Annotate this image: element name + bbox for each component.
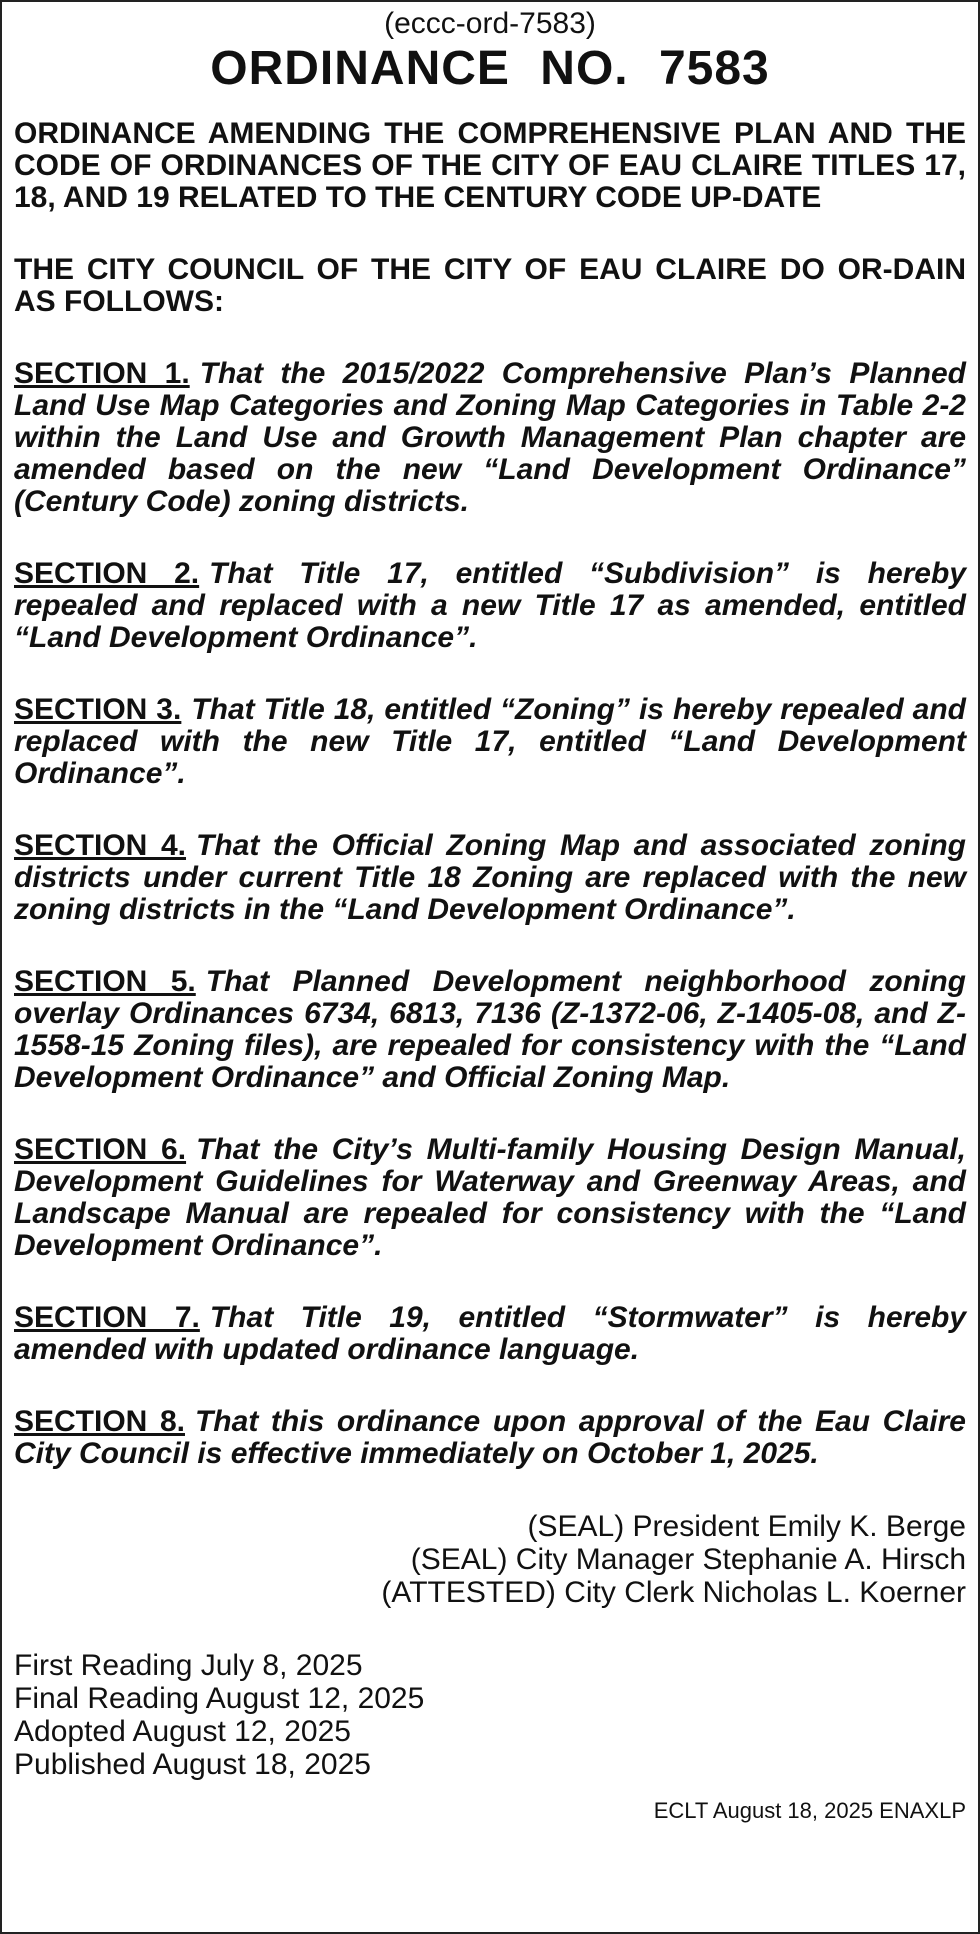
ordinance-heading: ORDINANCE AMENDING THE COMPREHENSIVE PLAN AND THE CODE OF ORDINANCES OF THE CITY OF EAU CLAIRE TITLES 17, 18, AND 19 RELATED TO THE CENTURY CODE UP-DATE xyxy=(14,117,966,214)
signature-city-manager: (SEAL) City Manager Stephanie A. Hirsch xyxy=(410,1543,966,1576)
section-text: That the 2015/2022 Comprehensive Plan’s Planned Land Use Map Categories and Zoning Map Categories in Table 2-2 within the Land Use and Growth Management Plan chapter are amended based on the new “Land Development Ordinance” (Century Code) zoning districts. xyxy=(14,357,967,518)
section-2 xyxy=(14,558,966,654)
section-7 xyxy=(14,1302,966,1366)
section-text: That Planned Development neighborhood zoning overlay Ordinances 6734, 6813, 7136 (Z-1372-06, Z-1405-08, and Z-1558-15 Zoning files), are repealed for consistency with the “Land Development Ordinance” and Official Zoning Map. xyxy=(14,965,966,1094)
first-reading-date: First Reading July 8, 2025 xyxy=(14,1649,363,1682)
section-4 xyxy=(14,830,966,926)
section-label: SECTION 5. xyxy=(14,965,196,998)
document-id: (eccc-ord-7583) xyxy=(384,7,596,40)
section-label: SECTION 8. xyxy=(14,1405,185,1438)
section-label: SECTION 2. xyxy=(14,557,200,590)
section-5 xyxy=(14,966,966,1094)
section-text: That Title 19, entitled “Stormwater” is hereby amended with updated ordinance language. xyxy=(14,1301,967,1366)
section-text: That the City’s Multi-family Housing Design Manual, Development Guidelines for Waterway and Greenway Areas, and Landscape Manual are repealed for consistency with the “Land Development Ordinance”. xyxy=(14,1133,967,1262)
section-label: SECTION 6. xyxy=(14,1133,187,1166)
signature-city-clerk: (ATTESTED) City Clerk Nicholas L. Koerner xyxy=(381,1576,966,1609)
section-3 xyxy=(14,694,966,790)
section-text: That Title 17, entitled “Subdivision” is hereby repealed and replaced with a new Title 17 as amended, entitled “Land Development Ordinance”. xyxy=(14,557,966,654)
section-label: SECTION 7. xyxy=(14,1301,200,1334)
ordinance-title: ORDINANCE NO. 7583 xyxy=(210,42,770,95)
signature-block xyxy=(14,1510,966,1609)
section-label: SECTION 1. xyxy=(14,357,190,390)
section-label: SECTION 4. xyxy=(14,829,187,862)
section-8 xyxy=(14,1406,966,1470)
section-label: SECTION 3. xyxy=(14,693,182,726)
published-date: Published August 18, 2025 xyxy=(14,1748,371,1781)
section-text: That Title 18, entitled “Zoning” is hereby repealed and replaced with the new Title 17, entitled “Land Development Ordinance”. xyxy=(14,693,966,790)
enacting-clause: THE CITY COUNCIL OF THE CITY OF EAU CLAIRE DO OR-DAIN AS FOLLOWS: xyxy=(14,253,966,318)
section-text: That the Official Zoning Map and associated zoning districts under current Title 18 Zoning are replaced with the new zoning districts in the “Land Development Ordinance”. xyxy=(14,829,966,926)
ordinance-notice xyxy=(14,6,966,1825)
adopted-date: Adopted August 12, 2025 xyxy=(14,1715,351,1748)
publication-footer: ECLT August 18, 2025 ENAXLP xyxy=(653,1798,966,1823)
section-text: That this ordinance upon approval of the Eau Claire City Council is effective immediately on October 1, 2025. xyxy=(14,1405,966,1470)
reading-dates xyxy=(14,1649,966,1781)
signature-president: (SEAL) President Emily K. Berge xyxy=(527,1510,966,1543)
final-reading-date: Final Reading August 12, 2025 xyxy=(14,1682,425,1715)
section-1 xyxy=(14,358,966,518)
section-6 xyxy=(14,1134,966,1262)
